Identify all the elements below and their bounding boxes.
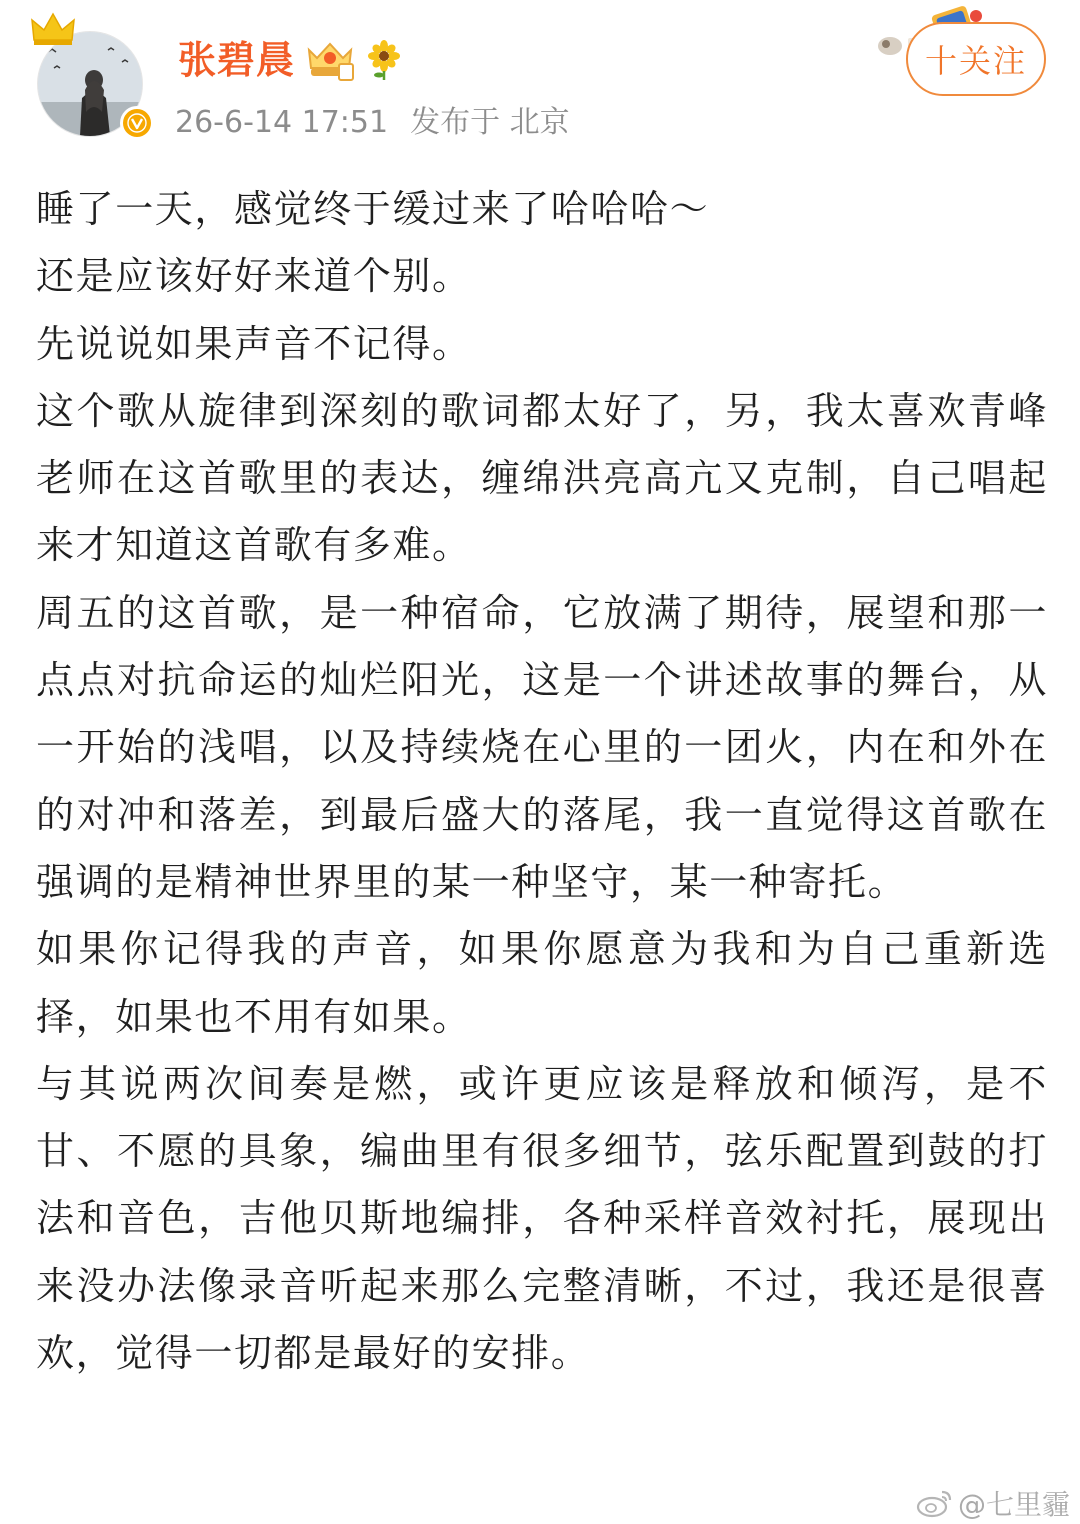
vip-crown-badge-icon[interactable]	[303, 38, 357, 82]
post-paragraph: 睡了一天，感觉终于缓过来了哈哈哈～	[36, 187, 710, 231]
post-paragraph: 与其说两次间奏是燃，或许更应该是释放和倾泻，是不甘、不愿的具象，编曲里有很多细节，弦乐配置到鼓的打法和音色，吉他贝斯地编排，各种采样音效衬托，展现出来没办法像录音听起来那么完整清晰，不过，我还是很喜欢，觉得一切都是最好的安排。	[36, 1061, 1048, 1376]
post-paragraph: 周五的这首歌，是一种宿命，它放满了期待，展望和那一点点对抗命运的灿烂阳光，这是一个讲述故事的舞台，从一开始的浅唱，以及持续烧在心里的一团火，内在和外在的对冲和落差，到最后盛大的落尾，我一直觉得这首歌在强调的是精神世界里的某一种坚守，某一种寄托。	[36, 590, 1048, 904]
watermark-text: @七里霾	[957, 1488, 1070, 1521]
author-name[interactable]: 张碧晨	[178, 38, 296, 82]
post-paragraph: 如果你记得我的声音，如果你愿意为我和为自己重新选择，如果也不用有如果。	[36, 927, 1048, 1039]
post-body	[36, 176, 1048, 1387]
post-paragraph: 这个歌从旋律到深刻的歌词都太好了，另，我太喜欢青峰老师在这首歌里的表达，缠绵洪亮高亢又克制，自己唱起来才知道这首歌有多难。	[36, 388, 1048, 568]
location-prefix: 发布于	[410, 105, 501, 140]
follow-button[interactable]: 十关注	[906, 22, 1046, 96]
verified-v-icon	[120, 106, 154, 140]
post-location: 北京	[509, 105, 570, 140]
sunflower-icon	[365, 40, 403, 80]
post-paragraph: 先说说如果声音不记得。	[36, 321, 472, 366]
post-meta	[175, 104, 570, 142]
weibo-logo-icon	[916, 1488, 954, 1518]
watermark	[916, 1486, 1070, 1520]
crown-icon	[28, 10, 78, 50]
post-timestamp: 26-6-14 17:51	[175, 105, 389, 140]
post-paragraph: 还是应该好好来道个别。	[36, 254, 472, 299]
avatar-area[interactable]	[28, 10, 158, 140]
